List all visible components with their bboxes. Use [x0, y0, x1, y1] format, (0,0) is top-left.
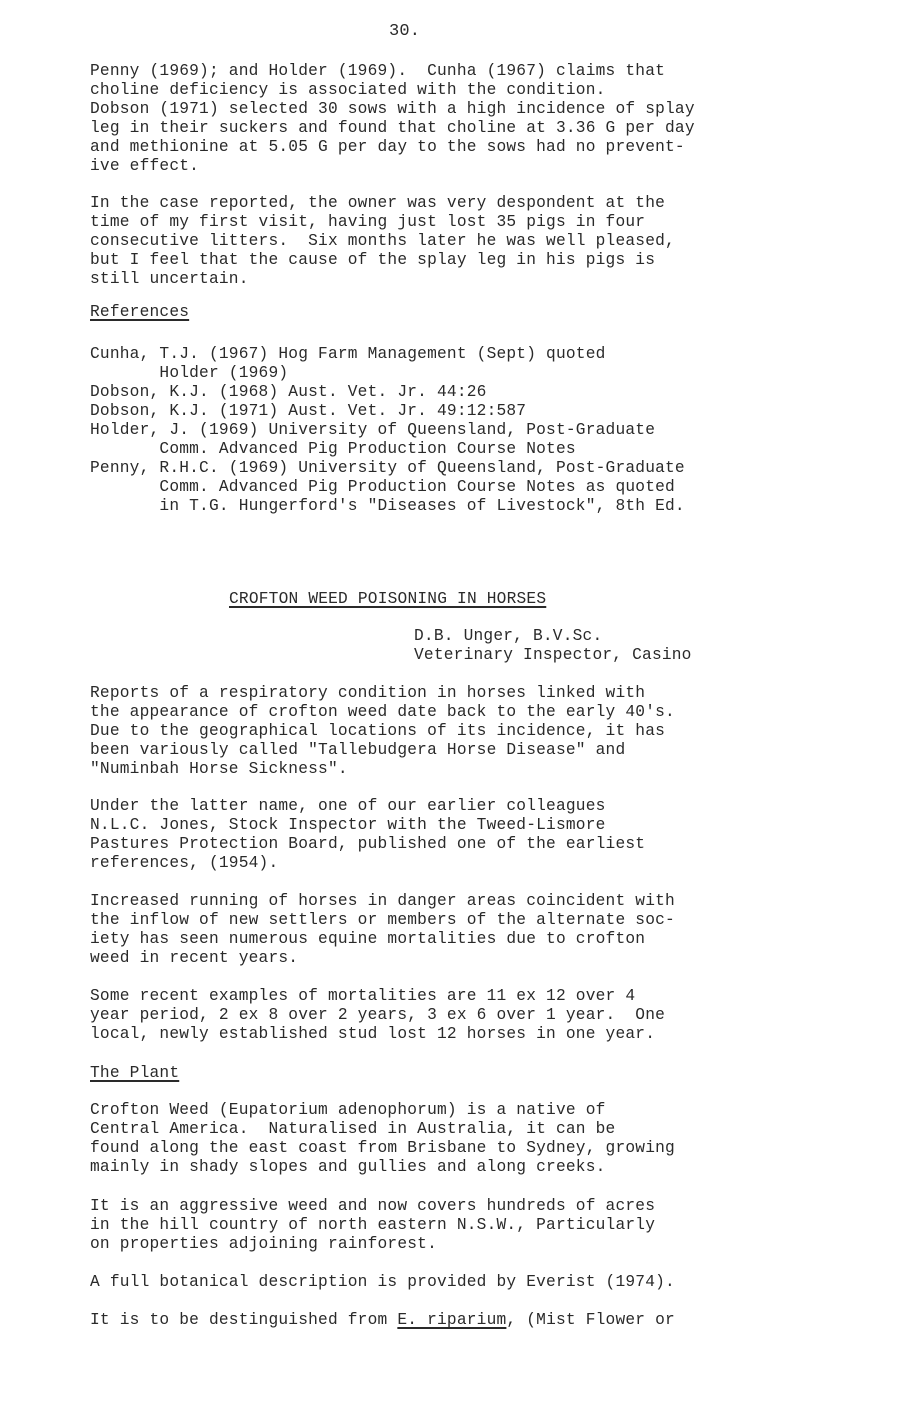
p10-line: [90, 1311, 675, 1330]
refs-heading: References: [90, 303, 190, 321]
p6-line: year period, 2 ex 8 over 2 years, 3 ex 6 over 1 year. One: [90, 1006, 666, 1024]
p3-line: "Numinbah Horse Sickness".: [90, 760, 348, 778]
p7-line: Crofton Weed (Eupatorium adenophorum) is a native of: [90, 1101, 606, 1119]
p9-line: A full botanical description is provided by Everist (1974).: [90, 1273, 675, 1291]
p5-line: the inflow of new settlers or members of the alternate soc-: [90, 911, 675, 929]
p1-line: and methionine at 5.05 G per day to the sows had no prevent-: [90, 138, 685, 156]
p8-line: in the hill country of north eastern N.S.W., Particularly: [90, 1216, 656, 1234]
p1-line: Dobson (1971) selected 30 sows with a high incidence of splay: [90, 100, 695, 118]
p5-line: Increased running of horses in danger areas coincident with: [90, 892, 675, 910]
p4-line: Pastures Protection Board, published one of the earliest: [90, 835, 646, 853]
refs-line: Dobson, K.J. (1971) Aust. Vet. Jr. 49:12:587: [90, 402, 527, 420]
text-segment: , (Mist Flower or: [506, 1311, 675, 1329]
title: CROFTON WEED POISONING IN HORSES: [229, 590, 547, 608]
refs-line: Cunha, T.J. (1967) Hog Farm Management (Sept) quoted: [90, 345, 606, 363]
plant-heading: The Plant: [90, 1064, 180, 1082]
p8-line: on properties adjoining rainforest.: [90, 1235, 437, 1253]
p4-line: N.L.C. Jones, Stock Inspector with the Tweed-Lismore: [90, 816, 606, 834]
p4-line: references, (1954).: [90, 854, 279, 872]
p2-line: In the case reported, the owner was very despondent at the: [90, 194, 666, 212]
refs-line: Holder (1969): [90, 364, 289, 382]
author-line: Veterinary Inspector, Casino: [414, 646, 692, 664]
refs-line: Comm. Advanced Pig Production Course Notes: [90, 440, 576, 458]
p3-line: been variously called "Tallebudgera Horse Disease" and: [90, 741, 626, 759]
p7-line: found along the east coast from Brisbane to Sydney, growing: [90, 1139, 675, 1157]
refs-line: Dobson, K.J. (1968) Aust. Vet. Jr. 44:26: [90, 383, 487, 401]
p2-line: consecutive litters. Six months later he was well pleased,: [90, 232, 675, 250]
p6-line: local, newly established stud lost 12 horses in one year.: [90, 1025, 656, 1043]
p2-line: but I feel that the cause of the splay leg in his pigs is: [90, 251, 656, 269]
p1-line: choline deficiency is associated with the condition.: [90, 81, 606, 99]
p1-line: ive effect.: [90, 157, 200, 175]
p5-line: iety has seen numerous equine mortalities due to crofton: [90, 930, 646, 948]
p8-line: It is an aggressive weed and now covers hundreds of acres: [90, 1197, 656, 1215]
p7-line: Central America. Naturalised in Australia, it can be: [90, 1120, 616, 1138]
refs-line: in T.G. Hungerford's "Diseases of Livestock", 8th Ed.: [90, 497, 685, 515]
text-segment: It is to be destinguished from: [90, 1311, 398, 1329]
p7-line: mainly in shady slopes and gullies and along creeks.: [90, 1158, 606, 1176]
p2-line: time of my first visit, having just lost 35 pigs in four: [90, 213, 646, 231]
p6-line: Some recent examples of mortalities are 11 ex 12 over 4: [90, 987, 636, 1005]
p1-line: Penny (1969); and Holder (1969). Cunha (1967) claims that: [90, 62, 666, 80]
p5-line: weed in recent years.: [90, 949, 299, 967]
refs-line: Holder, J. (1969) University of Queensland, Post-Graduate: [90, 421, 656, 439]
p2-line: still uncertain.: [90, 270, 249, 288]
refs-line: Penny, R.H.C. (1969) University of Queensland, Post-Graduate: [90, 459, 685, 477]
p1-line: leg in their suckers and found that choline at 3.36 G per day: [90, 119, 695, 137]
p4-line: Under the latter name, one of our earlier colleagues: [90, 797, 606, 815]
p3-line: the appearance of crofton weed date back to the early 40's.: [90, 703, 675, 721]
species-name: E. riparium: [397, 1311, 507, 1329]
p3-line: Due to the geographical locations of its incidence, it has: [90, 722, 666, 740]
page-number: 30.: [389, 22, 421, 41]
author-line: D.B. Unger, B.V.Sc.: [414, 627, 603, 645]
refs-line: Comm. Advanced Pig Production Course Notes as quoted: [90, 478, 675, 496]
p3-line: Reports of a respiratory condition in horses linked with: [90, 684, 646, 702]
